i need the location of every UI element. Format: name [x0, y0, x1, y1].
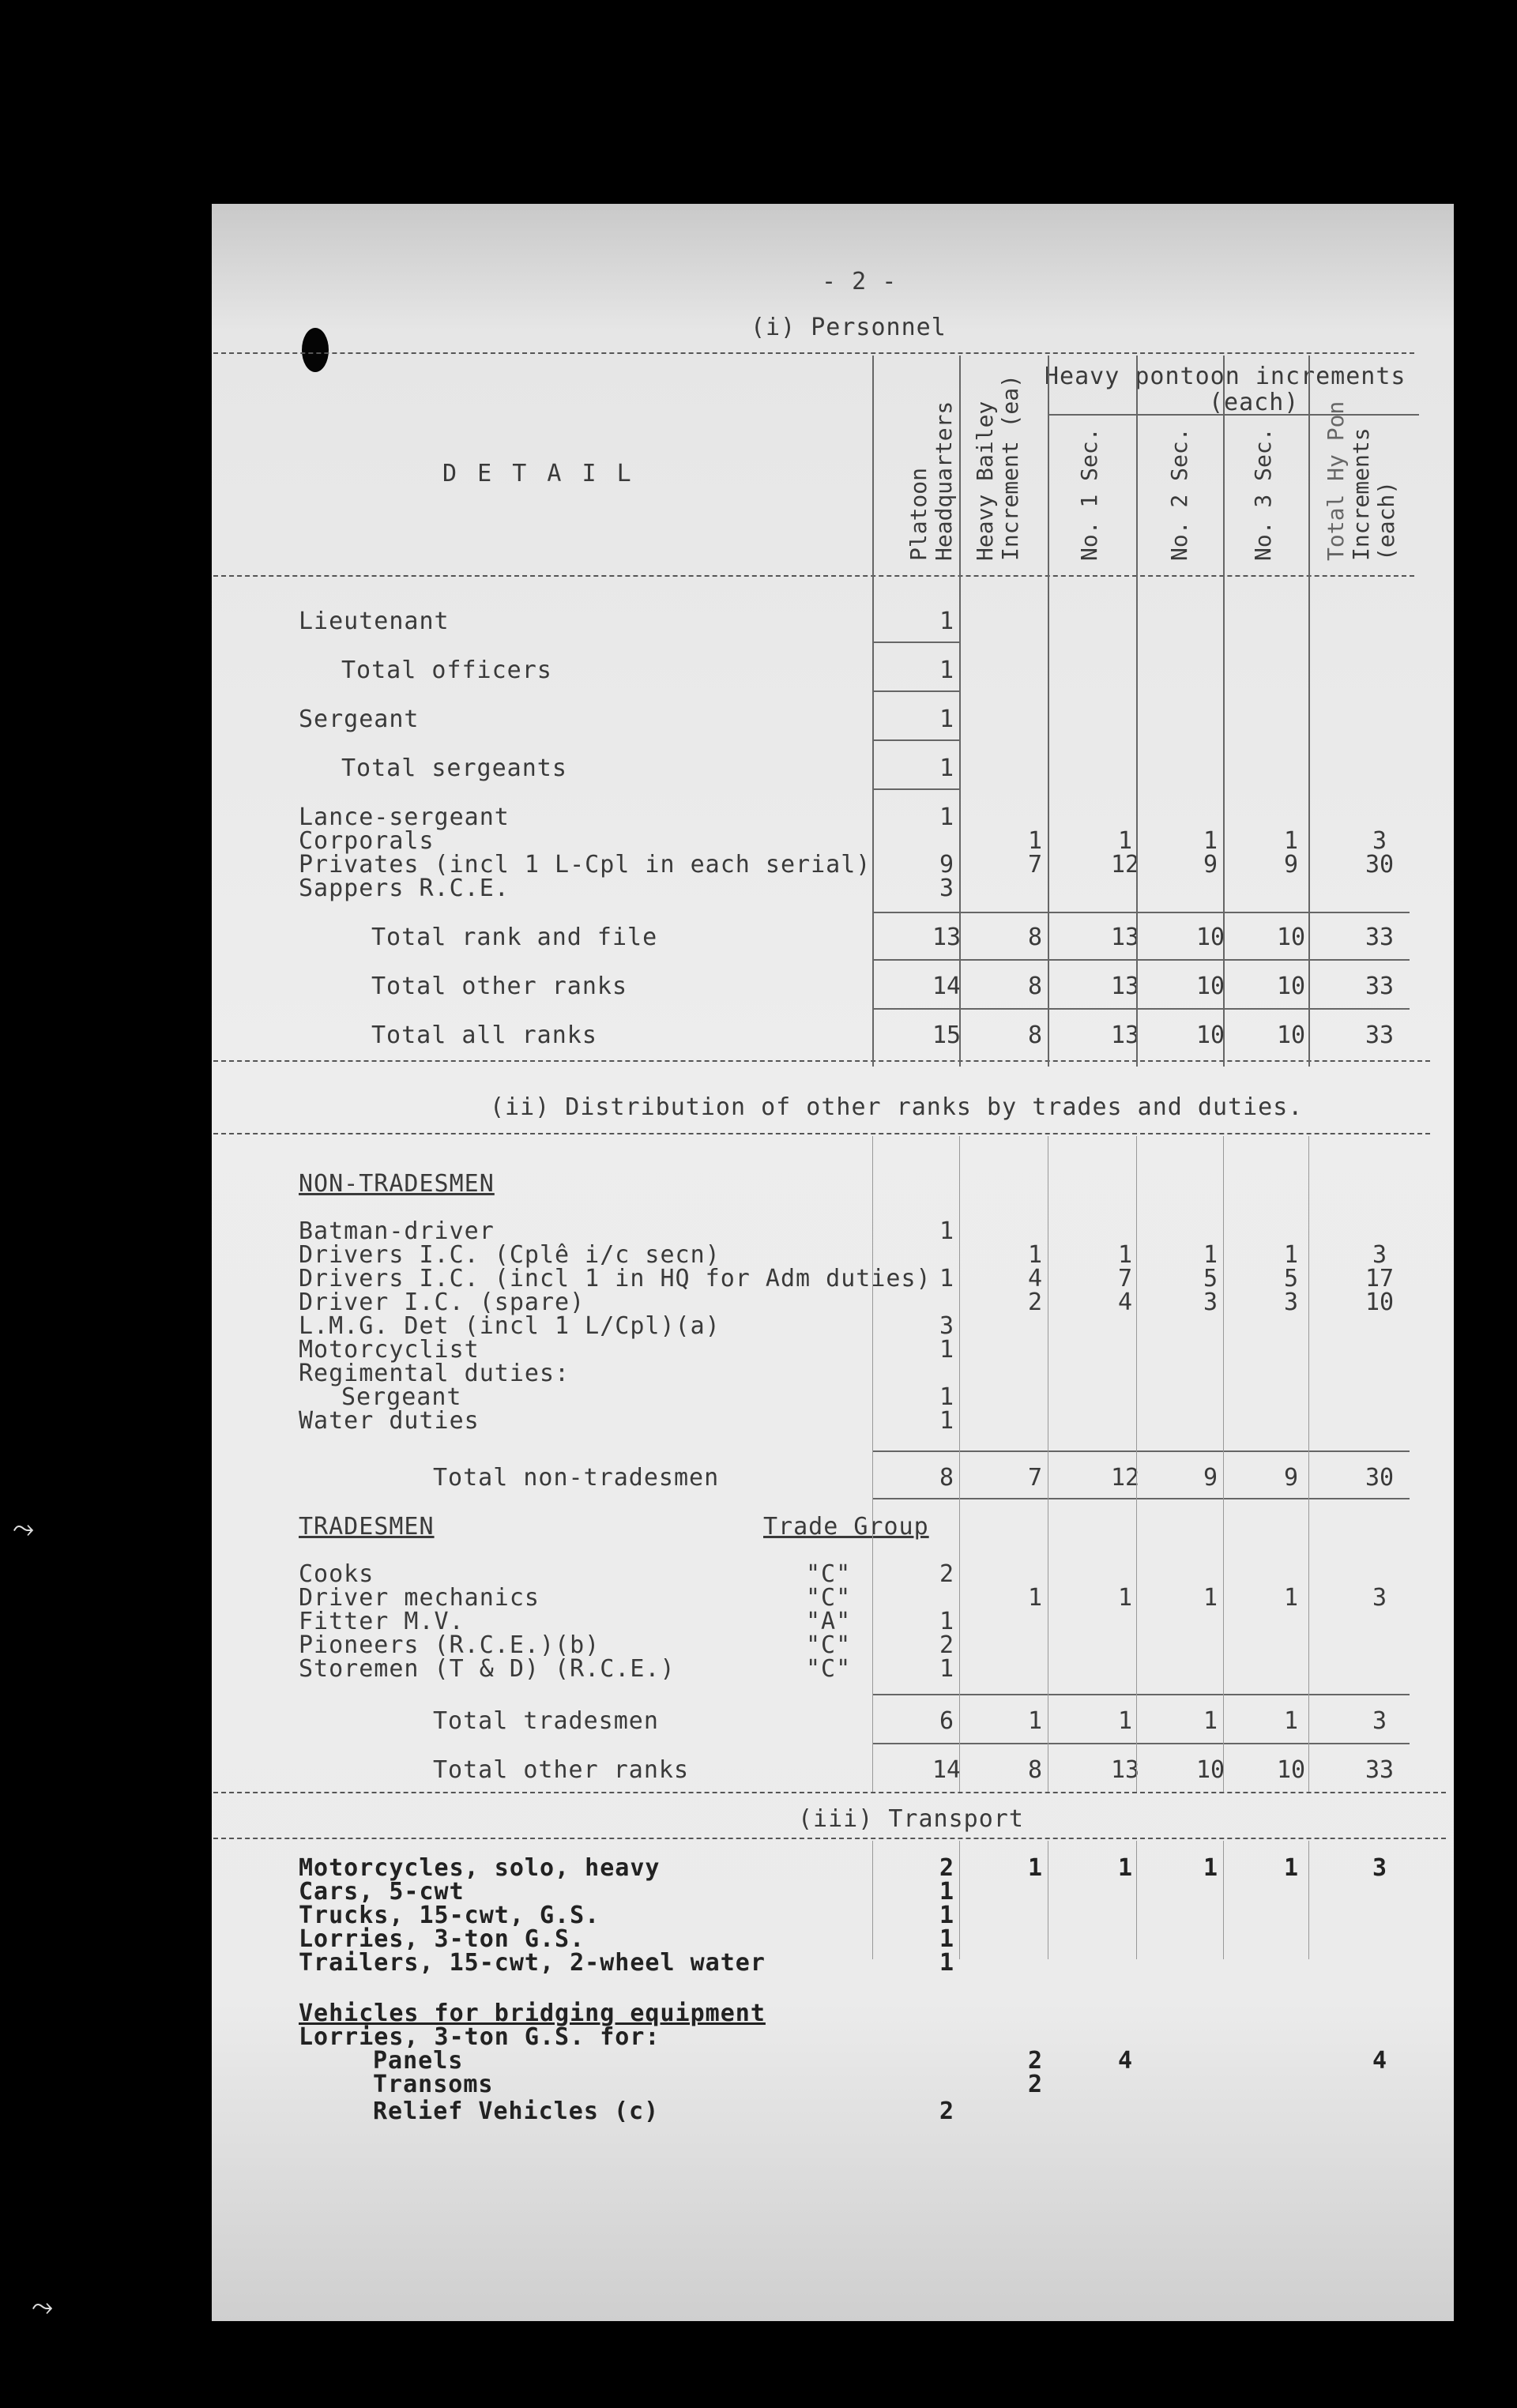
column-divider — [1308, 1841, 1309, 1959]
section-transport: (iii) Transport — [798, 1805, 1024, 1833]
cell-value: 3 — [1372, 1854, 1387, 1882]
row-label: Trucks, 15-cwt, G.S. — [299, 1902, 600, 1929]
row-label: Privates (incl 1 L-Cpl in each serial) — [299, 851, 871, 879]
cell-value: 9 — [1283, 1464, 1299, 1492]
cell-value: 33 — [1365, 973, 1395, 1000]
cell-value: 1 — [939, 608, 954, 635]
rule-line — [872, 788, 959, 790]
cell-value: 4 — [1372, 2047, 1387, 2075]
rule-line — [872, 1498, 1410, 1499]
cell-value: 1 — [1027, 1241, 1043, 1269]
margin-mark: ⤳ — [32, 2291, 54, 2323]
cell-value: 1 — [1027, 827, 1043, 855]
col-total-line2: Increments — [1348, 427, 1374, 561]
row-label: Sergeant — [341, 1383, 462, 1411]
row-label: Motorcycles, solo, heavy — [299, 1854, 661, 1882]
trade-group-value: "C" — [806, 1584, 852, 1612]
cell-value: 1 — [939, 1265, 954, 1292]
row-label: Relief Vehicles (c) — [373, 2098, 660, 2125]
row-label: Total sergeants — [341, 754, 567, 782]
cell-value: 14 — [932, 973, 962, 1000]
cell-value: 13 — [932, 924, 962, 951]
section-personnel: (i) Personnel — [751, 314, 947, 341]
cell-value: 1 — [939, 1878, 954, 1906]
cell-value: 6 — [939, 1707, 954, 1735]
row-label: L.M.G. Det (incl 1 L/Cpl)(a) — [299, 1312, 721, 1340]
row-label: Lance-sergeant — [299, 803, 510, 831]
row-label: Lorries, 3-ton G.S. — [299, 1925, 585, 1953]
row-label: Total other ranks — [433, 1756, 690, 1784]
column-divider — [1308, 356, 1310, 1067]
col-no2-sec: No. 2 Sec. — [1166, 427, 1192, 561]
cell-value: 4 — [1027, 1265, 1043, 1292]
col-no3-sec: No. 3 Sec. — [1250, 427, 1276, 561]
cell-value: 8 — [1027, 1022, 1043, 1049]
cell-value: 17 — [1365, 1265, 1395, 1292]
row-label: Total non-tradesmen — [433, 1464, 720, 1492]
cell-value: 3 — [1203, 1289, 1218, 1316]
cell-value: 1 — [1117, 1707, 1133, 1735]
row-label: Trailers, 15-cwt, 2-wheel water — [299, 1949, 766, 1977]
cell-value: 33 — [1365, 924, 1395, 951]
row-label: Regimental duties: — [299, 1360, 570, 1387]
row-label: Total rank and file — [371, 924, 658, 951]
cell-value: 12 — [1110, 1464, 1140, 1492]
rule-line — [872, 912, 1410, 913]
cell-value: 1 — [1027, 1707, 1043, 1735]
row-label: Fitter M.V. — [299, 1608, 465, 1635]
cell-value: 1 — [939, 1407, 954, 1435]
cell-value: 1 — [939, 705, 954, 733]
column-divider — [959, 1841, 960, 1959]
cell-value: 10 — [1195, 924, 1225, 951]
rule-line — [872, 1450, 1410, 1452]
cell-value: 7 — [1117, 1265, 1133, 1292]
cell-value: 1 — [1027, 1854, 1043, 1882]
cell-value: 8 — [1027, 1756, 1043, 1784]
cell-value: 1 — [1283, 1241, 1299, 1269]
row-label: Driver I.C. (spare) — [299, 1289, 585, 1316]
cell-value: 33 — [1365, 1756, 1395, 1784]
row-label: Total other ranks — [371, 973, 628, 1000]
bridging-heading: Vehicles for bridging equipment — [299, 2000, 766, 2027]
cell-value: 1 — [1027, 1584, 1043, 1612]
cell-value: 4 — [1117, 1289, 1133, 1316]
row-label: Lieutenant — [299, 608, 450, 635]
trade-group-heading: Trade Group — [763, 1513, 929, 1541]
bridging-sub: Lorries, 3-ton G.S. for: — [299, 2023, 661, 2051]
cell-value: 1 — [939, 1655, 954, 1683]
column-divider — [1223, 1136, 1224, 1792]
cell-value: 3 — [939, 1312, 954, 1340]
rule-line — [213, 1838, 1446, 1839]
row-label: Sappers R.C.E. — [299, 875, 510, 902]
row-label: Storemen (T & D) (R.C.E.) — [299, 1655, 676, 1683]
cell-value: 9 — [1203, 851, 1218, 879]
rule-line — [872, 642, 959, 643]
cell-value: 1 — [939, 1383, 954, 1411]
pontoon-group-header: Heavy pontoon increments — [1045, 363, 1406, 390]
cell-value: 8 — [1027, 924, 1043, 951]
cell-value: 1 — [939, 1217, 954, 1245]
cell-value: 10 — [1195, 973, 1225, 1000]
cell-value: 1 — [1203, 1854, 1218, 1882]
cell-value: 10 — [1195, 1756, 1225, 1784]
cell-value: 1 — [1203, 1707, 1218, 1735]
column-divider — [1136, 1136, 1137, 1792]
cell-value: 1 — [1203, 1241, 1218, 1269]
cell-value: 33 — [1365, 1022, 1395, 1049]
rule-line — [872, 959, 1410, 961]
row-label: Panels — [373, 2047, 464, 2075]
cell-value: 10 — [1276, 973, 1306, 1000]
trade-group-value: "C" — [806, 1655, 852, 1683]
cell-value: 1 — [939, 803, 954, 831]
row-label: Pioneers (R.C.E.)(b) — [299, 1631, 600, 1659]
rule-line — [213, 352, 1414, 354]
row-label: Cooks — [299, 1560, 375, 1588]
cell-value: 2 — [1027, 2071, 1043, 2098]
row-label: Total tradesmen — [433, 1707, 659, 1735]
cell-value: 4 — [1117, 2047, 1133, 2075]
cell-value: 2 — [939, 1560, 954, 1588]
cell-value: 1 — [1283, 1707, 1299, 1735]
row-label: Water duties — [299, 1407, 480, 1435]
pontoon-group-subheader: (each) — [1209, 389, 1300, 416]
cell-value: 10 — [1276, 1022, 1306, 1049]
rule-line — [1048, 414, 1419, 416]
detail-header: D E T A I L — [442, 460, 634, 487]
rule-line — [213, 1792, 1446, 1793]
cell-value: 3 — [1372, 1241, 1387, 1269]
cell-value: 2 — [1027, 2047, 1043, 2075]
row-label: Cars, 5-cwt — [299, 1878, 465, 1906]
cell-value: 3 — [1372, 827, 1387, 855]
row-label: Corporals — [299, 827, 435, 855]
cell-value: 1 — [1117, 1241, 1133, 1269]
cell-value: 1 — [1203, 1584, 1218, 1612]
cell-value: 7 — [1027, 851, 1043, 879]
column-divider — [959, 356, 961, 1067]
cell-value: 1 — [939, 657, 954, 684]
cell-value: 3 — [939, 875, 954, 902]
rule-line — [872, 690, 959, 692]
rule-line — [872, 1694, 1410, 1695]
tradesmen-heading: TRADESMEN — [299, 1513, 435, 1541]
col-no1-sec: No. 1 Sec. — [1076, 427, 1102, 561]
cell-value: 13 — [1110, 924, 1140, 951]
column-divider — [1136, 356, 1138, 1067]
column-divider — [959, 1136, 960, 1792]
cell-value: 2 — [1027, 1289, 1043, 1316]
section-distribution: (ii) Distribution of other ranks by trades and duties. — [490, 1093, 1304, 1121]
cell-value: 3 — [1372, 1707, 1387, 1735]
cell-value: 10 — [1276, 1756, 1306, 1784]
margin-mark: ⤳ — [13, 1513, 35, 1545]
column-divider — [872, 1136, 873, 1792]
cell-value: 7 — [1027, 1464, 1043, 1492]
col-total-line3: (each) — [1373, 480, 1399, 561]
cell-value: 1 — [1117, 827, 1133, 855]
col-bailey-line1: Heavy Bailey — [972, 401, 998, 561]
trade-group-value: "C" — [806, 1560, 852, 1588]
rule-line — [213, 1133, 1430, 1134]
cell-value: 8 — [939, 1464, 954, 1492]
cell-value: 1 — [1283, 827, 1299, 855]
cell-value: 2 — [939, 2098, 954, 2125]
cell-value: 3 — [1372, 1584, 1387, 1612]
row-label: Total all ranks — [371, 1022, 597, 1049]
column-divider — [1048, 356, 1049, 1067]
cell-value: 1 — [939, 1925, 954, 1953]
row-label: Drivers I.C. (incl 1 in HQ for Adm duties) — [299, 1265, 932, 1292]
trade-group-value: "C" — [806, 1631, 852, 1659]
row-label: Drivers I.C. (Cplê i/c secn) — [299, 1241, 721, 1269]
row-label: Motorcyclist — [299, 1336, 480, 1364]
page-number: - 2 - — [822, 268, 898, 295]
cell-value: 1 — [939, 1902, 954, 1929]
rule-line — [872, 1008, 1410, 1010]
column-divider — [1223, 356, 1225, 1067]
column-divider — [872, 356, 874, 1067]
cell-value: 10 — [1276, 924, 1306, 951]
cell-value: 9 — [1203, 1464, 1218, 1492]
punch-hole — [302, 328, 329, 372]
cell-value: 1 — [1283, 1854, 1299, 1882]
cell-value: 15 — [932, 1022, 962, 1049]
cell-value: 9 — [939, 851, 954, 879]
row-label: Batman-driver — [299, 1217, 495, 1245]
cell-value: 1 — [939, 1608, 954, 1635]
row-label: Sergeant — [299, 705, 420, 733]
non-tradesmen-heading: NON-TRADESMEN — [299, 1170, 495, 1198]
cell-value: 1 — [1117, 1854, 1133, 1882]
cell-value: 1 — [1283, 1584, 1299, 1612]
trade-group-value: "A" — [806, 1608, 852, 1635]
cell-value: 2 — [939, 1631, 954, 1659]
col-bailey-line2: Increment (ea) — [997, 374, 1023, 561]
row-label: Total officers — [341, 657, 552, 684]
column-divider — [1308, 1136, 1309, 1792]
rule-line — [872, 739, 959, 741]
col-platoon-hq-line2: Headquarters — [931, 401, 957, 561]
column-divider — [872, 1841, 873, 1959]
column-divider — [1223, 1841, 1224, 1959]
cell-value: 10 — [1195, 1022, 1225, 1049]
cell-value: 2 — [939, 1854, 954, 1882]
cell-value: 30 — [1365, 851, 1395, 879]
cell-value: 5 — [1283, 1265, 1299, 1292]
cell-value: 30 — [1365, 1464, 1395, 1492]
cell-value: 12 — [1110, 851, 1140, 879]
cell-value: 1 — [1203, 827, 1218, 855]
cell-value: 1 — [939, 1336, 954, 1364]
cell-value: 14 — [932, 1756, 962, 1784]
cell-value: 1 — [939, 754, 954, 782]
row-label: Transoms — [373, 2071, 494, 2098]
cell-value: 1 — [1117, 1584, 1133, 1612]
cell-value: 8 — [1027, 973, 1043, 1000]
cell-value: 13 — [1110, 1756, 1140, 1784]
rule-line — [213, 1060, 1430, 1062]
cell-value: 10 — [1365, 1289, 1395, 1316]
cell-value: 5 — [1203, 1265, 1218, 1292]
cell-value: 3 — [1283, 1289, 1299, 1316]
rule-line — [213, 575, 1414, 577]
cell-value: 9 — [1283, 851, 1299, 879]
cell-value: 13 — [1110, 1022, 1140, 1049]
row-label: Driver mechanics — [299, 1584, 540, 1612]
col-total-line1: Total Hy Pon — [1323, 401, 1349, 561]
cell-value: 13 — [1110, 973, 1140, 1000]
col-platoon-hq-line1: Platoon — [905, 467, 932, 561]
column-divider — [1136, 1841, 1137, 1959]
rule-line — [872, 1743, 1410, 1744]
cell-value: 1 — [939, 1949, 954, 1977]
